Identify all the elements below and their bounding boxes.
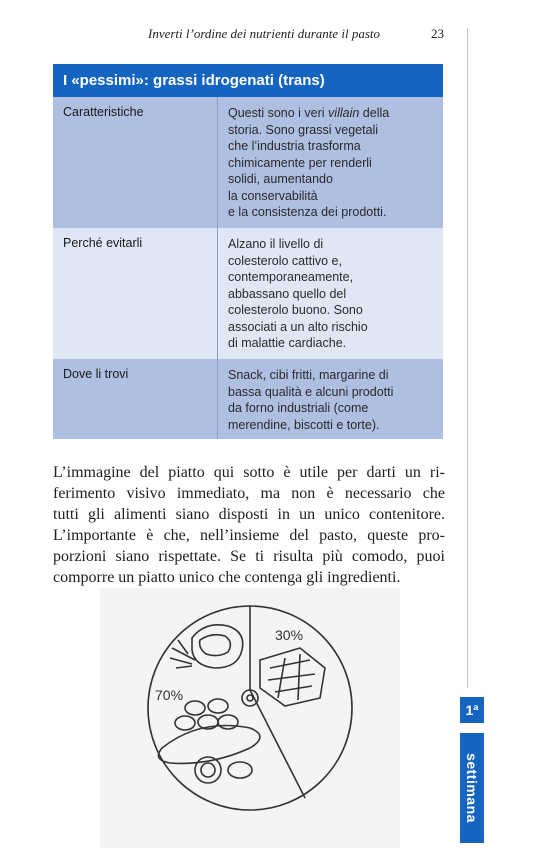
row-text — [218, 359, 443, 439]
table-row — [53, 228, 443, 359]
info-table — [53, 64, 443, 439]
text-line: Snack, cibi fritti, margarine di — [228, 368, 389, 382]
paragraph-line: L’importante è che, nell’insieme del pasto, queste pro- — [53, 527, 445, 544]
text-line: che l’industria trasforma — [228, 139, 361, 153]
text-line: e la consistenza dei prodotti. — [228, 205, 387, 219]
paragraph-line: tutti gli alimenti siano disposti in un unico contenitore. — [53, 506, 445, 523]
text-line: colesterolo cattivo e, — [228, 253, 342, 268]
label-30: 30% — [275, 627, 304, 643]
plate-drawing — [100, 588, 400, 848]
text-line: merendine, biscotti e torte). — [228, 417, 380, 432]
text-line: contemporaneamente, — [228, 270, 354, 284]
text-line: di malattie cardiache. — [228, 336, 347, 350]
week-number-tab: 1ª — [460, 697, 484, 723]
text-line: storia. Sono grassi vegetali — [228, 122, 379, 137]
row-text — [218, 228, 443, 359]
margin-rule — [467, 28, 468, 688]
text-line: bassa qualità e alcuni prodotti — [228, 384, 394, 399]
label-70: 70% — [155, 687, 184, 703]
divider-bottom — [250, 690, 305, 798]
table-row — [53, 97, 443, 228]
row-text — [218, 97, 443, 228]
plate-illustration — [100, 588, 400, 848]
paragraph-line: porzioni siano rispettate. Se ti risulta più comodo, puoi — [53, 548, 445, 565]
paragraph-line: L’immagine del piatto qui sotto è utile per darti un ri- — [53, 464, 445, 481]
olive-icon — [185, 701, 205, 715]
table-row — [53, 359, 443, 439]
row-label: Dove li trovi — [53, 359, 218, 439]
page-number: 23 — [431, 26, 444, 41]
text-line: abbassano quello del — [228, 286, 347, 301]
text-line: colesterolo buono. Sono — [228, 303, 363, 317]
week-label-tab — [460, 733, 484, 843]
body-paragraph — [53, 462, 445, 588]
paragraph-line: comporre un piatto unico che contenga gli ingredienti. — [53, 569, 401, 586]
running-title: Inverti l’ordine dei nutrienti durante il pasto — [148, 26, 381, 41]
text-fragment: della — [359, 106, 390, 120]
text-fragment-italic: villain — [328, 106, 360, 120]
paragraph-line: ferimento visivo immediato, ma non è necessario che — [53, 485, 445, 502]
running-header — [148, 26, 444, 44]
row-label: Caratteristiche — [53, 97, 218, 228]
week-label: settimana — [464, 753, 480, 823]
text-line: da forno industriali (come — [228, 401, 369, 415]
row-label: Perché evitarli — [53, 228, 218, 359]
olive-center — [242, 690, 258, 706]
text-line: chimicamente per renderli — [228, 155, 372, 170]
text-line: solidi, aumentando — [228, 172, 333, 186]
text-line: associati a un alto rischio — [228, 319, 368, 334]
text-line: la conservabilità — [228, 188, 318, 203]
text-fragment: Questi sono i veri — [228, 106, 329, 120]
table-title: I «pessimi»: grassi idrogenati (trans) — [53, 64, 443, 97]
text-line: Alzano il livello di — [228, 237, 324, 251]
